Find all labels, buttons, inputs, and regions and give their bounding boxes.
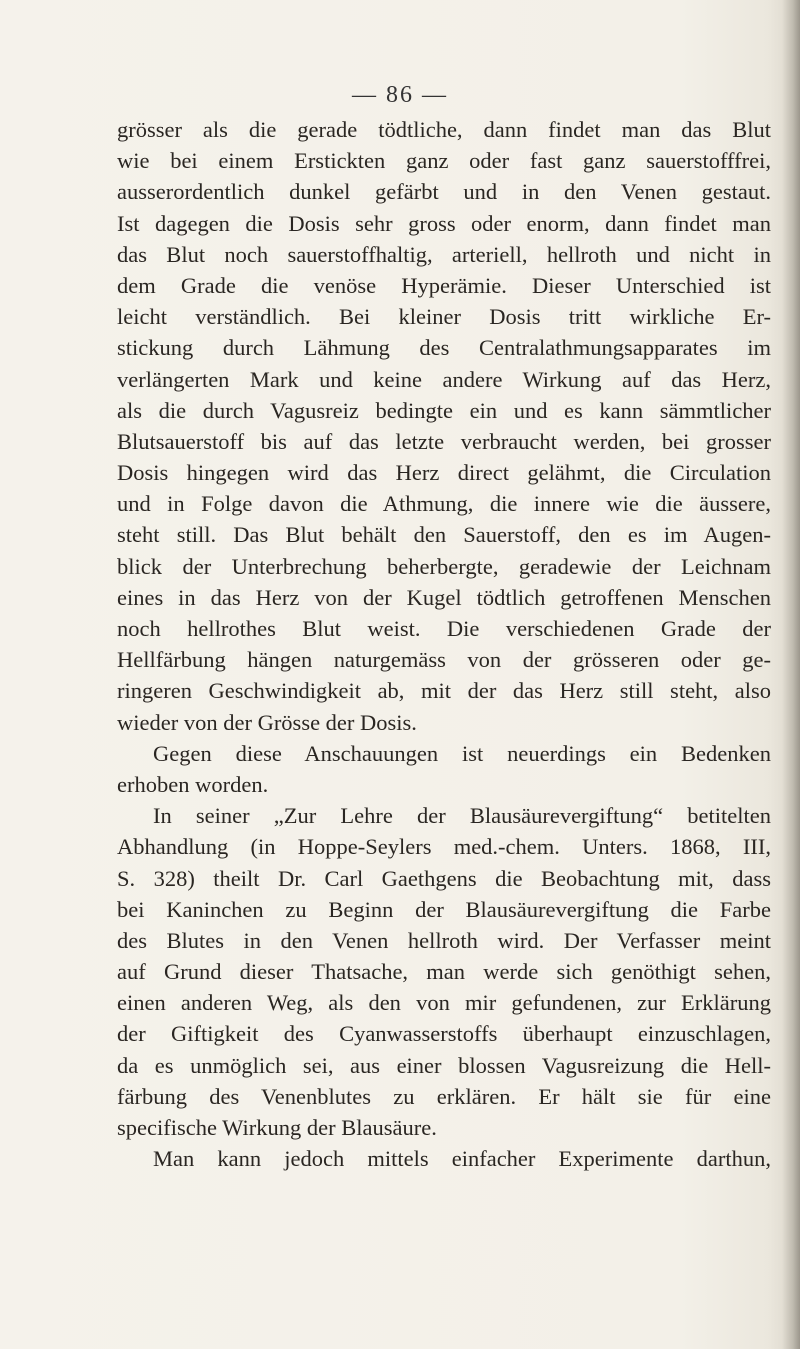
page-edge-shadow [782,0,800,1349]
text-line: stickung durch Lähmung des Centralathmungsapparates im [117,335,771,361]
text-line: Gegen diese Anschauungen ist neuerdings ein Bedenken [153,740,771,766]
text-line: Dosis hingegen wird das Herz direct gelähmt, die Circulation [117,460,771,486]
text-line: noch hellrothes Blut weist. Die verschiedenen Grade der [117,616,771,641]
text-line: grösser als die gerade tödtliche, dann findet man das Blut [117,117,771,142]
text-line: steht still. Das Blut behält den Sauerstoff, den es im Augen- [117,522,771,548]
text-line: wieder von der Grösse der Dosis. [117,709,417,735]
text-line: bei Kaninchen zu Beginn der Blausäurevergiftung die Farbe [117,896,771,922]
body-text [117,114,771,1174]
text-line: als die durch Vagusreiz bedingte ein und es kann sämmtlicher [117,397,771,423]
text-line: Man kann jedoch mittels einfacher Experimente darthun, [153,1146,771,1172]
text-line: verlängerten Mark und keine andere Wirkung auf das Herz, [117,366,771,392]
text-line: auf Grund dieser Thatsache, man werde sich genöthigt sehen, [117,959,771,985]
text-line: Hellfärbung hängen naturgemäss von der grösseren oder ge- [117,647,771,673]
text-line: da es unmöglich sei, aus einer blossen Vagusreizung die Hell- [117,1052,771,1078]
text-line: und in Folge davon die Athmung, die innere wie die äussere, [117,491,771,517]
text-line: eines in das Herz von der Kugel tödtlich getroffenen Menschen [117,584,771,610]
text-line: das Blut noch sauerstoffhaltig, arteriell, hellroth und nicht in [117,241,771,267]
text-line: Blutsauerstoff bis auf das letzte verbraucht werden, bei grosser [117,428,771,454]
text-line: dem Grade die venöse Hyperämie. Dieser Unterschied ist [117,272,771,298]
text-line: In seiner „Zur Lehre der Blausäurevergiftung“ betitelten [153,803,771,829]
text-line: Abhandlung (in Hoppe-Seylers med.-chem. Unters. 1868, III, [117,834,771,860]
page-number: — 86 — [352,82,448,108]
text-line: wie bei einem Erstickten ganz oder fast ganz sauerstofffrei, [117,148,771,174]
text-line: specifische Wirkung der Blausäure. [117,1115,437,1140]
text-line: blick der Unterbrechung beherbergte, geradewie der Leichnam [117,553,771,579]
text-line: Ist dagegen die Dosis sehr gross oder enorm, dann findet man [117,210,771,236]
text-line: ringeren Geschwindigkeit ab, mit der das Herz still steht, also [117,678,771,704]
text-line: einen anderen Weg, als den von mir gefundenen, zur Erklärung [117,990,771,1016]
text-line: leicht verständlich. Bei kleiner Dosis tritt wirkliche Er- [117,304,771,330]
text-line: färbung des Venenblutes zu erklären. Er hält sie für eine [117,1083,771,1109]
text-line: der Giftigkeit des Cyanwasserstoffs überhaupt einzuschlagen, [117,1021,771,1047]
text-line: des Blutes in den Venen hellroth wird. Der Verfasser meint [117,927,771,953]
text-line: ausserordentlich dunkel gefärbt und in den Venen gestaut. [117,179,771,205]
text-line: S. 328) theilt Dr. Carl Gaethgens die Beobachtung mit, dass [117,865,771,891]
text-line: erhoben worden. [117,771,269,797]
